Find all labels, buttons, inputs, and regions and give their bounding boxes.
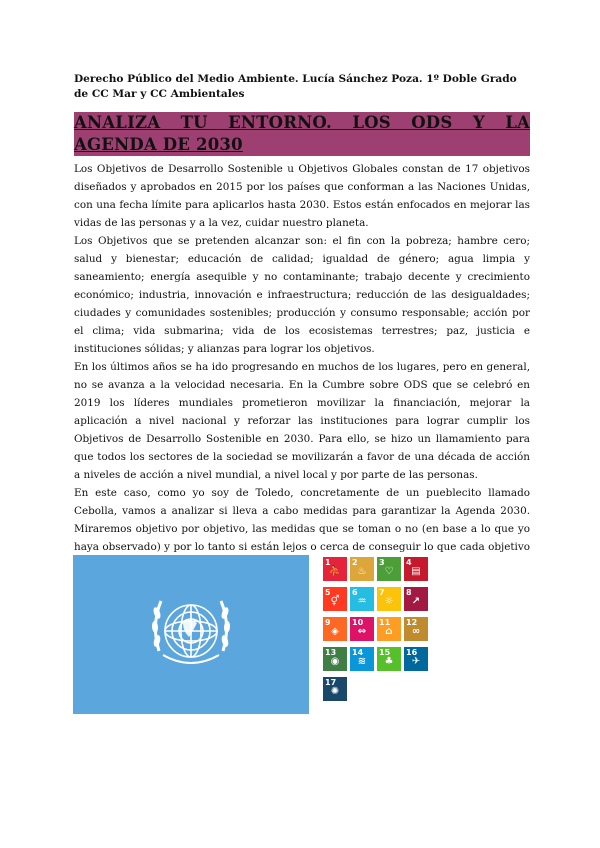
sdg-tile-icon: ⌂ xyxy=(385,626,393,637)
sdg-tile-4 xyxy=(404,557,428,581)
sdg-tile-15 xyxy=(377,647,401,671)
sdg-tile-number: 13 xyxy=(325,648,337,657)
sdg-tile-icon: ⇔ xyxy=(357,626,367,637)
sdg-tile-number: 12 xyxy=(406,618,418,627)
sdg-tile-icon: ∞ xyxy=(411,626,421,637)
un-flag-image xyxy=(73,555,309,714)
sdg-tile-number: 2 xyxy=(352,558,358,567)
sdg-tile-icon: ⚥ xyxy=(330,596,340,607)
sdg-tile-number: 7 xyxy=(379,588,385,597)
sdg-tile-number: 5 xyxy=(325,588,331,597)
paragraph-local-analysis: En este caso, como yo soy de Toledo, concretamente de un pueblecito llamado Cebolla, vamos a analizar si lleva a cabo medidas para garantizar la Agenda 2030. Miraremos objetivo por objetivo, las medidas que se toman o no (en base a lo que yo haya observado) y por lo tanto si están lejos o cerca de conseguir lo que cada objetivo xyxy=(74,487,530,553)
paragraph-objectives: Los Objetivos que se pretenden alcanzar son: el fin con la pobreza; hambre cero; salud y bienestar; educación de calidad; igualdad de género; agua limpia y saneamiento; energía asequible y no contaminante; trabajo decente y crecimiento económico; industria, innovación e infraestructura; reducción de las desigualdades; ciudades y comunidades sostenibles; producción y consumo responsable; acción por el clima; vida submarina; vida de los ecosistemas terrestres; paz, justicia e instituciones sólidas; y alianzas para lograr los objetivos. xyxy=(74,235,530,355)
sdg-tile-icon: ♡ xyxy=(384,566,394,577)
sdg-tile-7 xyxy=(377,587,401,611)
sdg-icons-grid xyxy=(320,555,460,705)
paragraph-intro: Los Objetivos de Desarrollo Sostenible u Objetivos Globales constan de 17 objetivos diseñados y aprobados en 2015 por los países que conforman a las Naciones Unidas, con una fecha límite para aplicarlos hasta 2030. Estos están enfocados en mejorar las vidas de las personas y a la vez, cuidar nuestro planeta. xyxy=(74,163,530,229)
sdg-tile-2 xyxy=(350,557,374,581)
sdg-tile-12 xyxy=(404,617,428,641)
sdg-tile-icon: ✈ xyxy=(411,656,421,667)
sdg-tile-11 xyxy=(377,617,401,641)
sdg-tile-icon: ✺ xyxy=(330,686,340,697)
sdg-tile-10 xyxy=(350,617,374,641)
sdg-tile-16 xyxy=(404,647,428,671)
sdg-tile-3 xyxy=(377,557,401,581)
body-text xyxy=(74,160,530,574)
sdg-tile-number: 3 xyxy=(379,558,385,567)
sdg-tile-number: 14 xyxy=(352,648,364,657)
sdg-tile-number: 6 xyxy=(352,588,358,597)
un-emblem-icon xyxy=(73,555,309,714)
sdg-tile-number: 4 xyxy=(406,558,412,567)
sdg-tile-icon: ◉ xyxy=(330,656,340,667)
sdg-tile-number: 11 xyxy=(379,618,391,627)
sdg-tile-13 xyxy=(323,647,347,671)
sdg-tile-17 xyxy=(323,677,347,701)
sdg-tile-1 xyxy=(323,557,347,581)
sdg-tile-6 xyxy=(350,587,374,611)
sdg-tile-icon: ▤ xyxy=(411,566,421,577)
page-title: ANALIZA TU ENTORNO. LOS ODS Y LA AGENDA DE 2030 xyxy=(74,113,530,154)
sdg-tile-number: 1 xyxy=(325,558,331,567)
sdg-tile-number: 15 xyxy=(379,648,391,657)
sdg-tile-number: 8 xyxy=(406,588,412,597)
sdg-tile-number: 10 xyxy=(352,618,364,627)
sdg-tile-9 xyxy=(323,617,347,641)
sdg-tile-icon: ♒ xyxy=(357,596,367,607)
sdg-tile-icon: ↗ xyxy=(411,596,421,607)
sdg-tile-5 xyxy=(323,587,347,611)
sdg-tile-icon: ≋ xyxy=(357,656,367,667)
sdg-tile-icon: ♨ xyxy=(357,566,367,577)
sdg-tile-number: 16 xyxy=(406,648,418,657)
sdg-tile-icon: ◈ xyxy=(331,626,339,637)
paragraph-progress: En los últimos años se ha ido progresando en muchos de los lugares, pero en general, no se avanza a la velocidad necesaria. En la Cumbre sobre ODS que se celebró en 2019 los líderes mundiales prometieron movilizar la financiación, mejorar la aplicación a nivel nacional y reforzar las instituciones para lograr cumplir los Objetivos de Desarrollo Sostenible en 2030. Para ello, se hizo un llamamiento para que todos los sectores de la sociedad se movilizarán a favor de una década de acción a niveles de acción a nivel mundial, a nivel local y por parte de las personas. xyxy=(74,361,530,481)
sdg-tile-icon: ⛹ xyxy=(328,566,342,577)
document-header: Derecho Público del Medio Ambiente. Lucía Sánchez Poza. 1º Doble Grado de CC Mar y CC Ambientales xyxy=(74,73,517,100)
sdg-tile-8 xyxy=(404,587,428,611)
sdg-tile-number: 9 xyxy=(325,618,331,627)
sdg-tile-number: 17 xyxy=(325,678,337,687)
sdg-tile-icon: ♣ xyxy=(384,656,394,667)
sdg-tile-14 xyxy=(350,647,374,671)
sdg-tile-icon: ☼ xyxy=(384,596,394,607)
